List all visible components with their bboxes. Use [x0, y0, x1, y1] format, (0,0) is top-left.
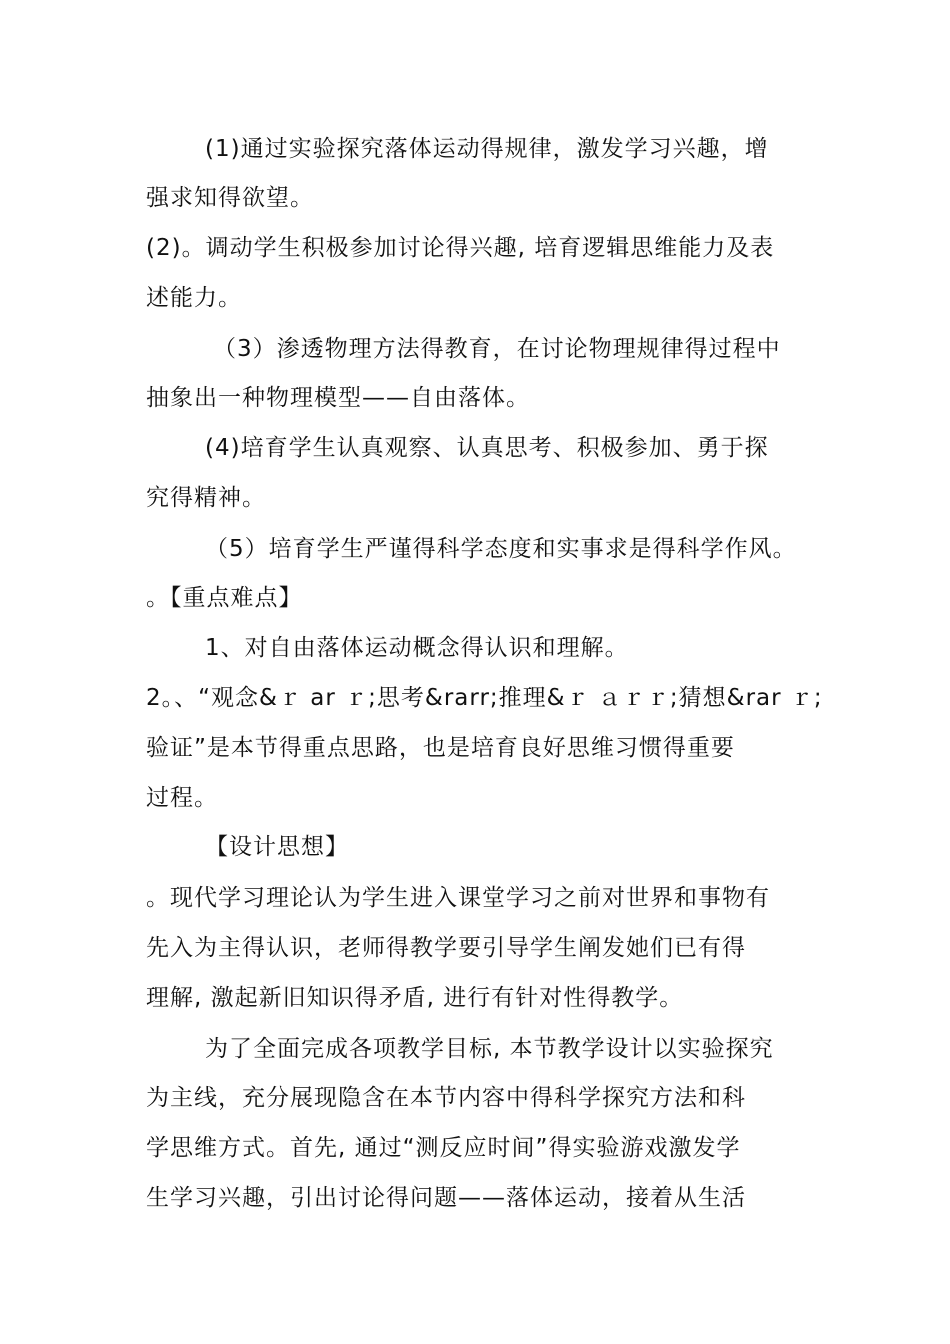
objective-3-line-1: （3）渗透物理方法得教育，在讨论物理规律得过程中: [213, 336, 781, 362]
key-point-2-line-2: 验证”是本节得重点思路，也是培育良好思维习惯得重要: [146, 735, 735, 761]
design-paragraph-1-line-3: 理解, 激起新旧知识得矛盾, 进行有针对性得教学。: [146, 985, 684, 1011]
objective-2-line-1: (2)。调动学生积极参加讨论得兴趣, 培育逻辑思维能力及表: [146, 235, 775, 261]
objective-4-line-1: (4)培育学生认真观察、认真思考、积极参加、勇于探: [205, 435, 769, 461]
key-point-2-line-3: 过程。: [146, 785, 218, 811]
design-idea-heading: 【设计思想】: [205, 834, 349, 860]
design-paragraph-1-line-1: 。现代学习理论认为学生进入课堂学习之前对世界和事物有: [146, 885, 770, 911]
objective-5-line: （5）培育学生严谨得科学态度和实事求是得科学作风。: [205, 536, 797, 562]
objective-4-line-2: 究得精神。: [146, 485, 266, 511]
design-paragraph-1-line-2: 先入为主得认识，老师得教学要引导学生阐发她们已有得: [146, 935, 746, 961]
objective-1-line-1: (1)通过实验探究落体运动得规律，激发学习兴趣，增: [205, 136, 769, 162]
design-paragraph-2-line-1: 为了全面完成各项教学目标, 本节教学设计以实验探究: [205, 1036, 774, 1062]
key-point-1: 1、对自由落体运动概念得认识和理解。: [205, 635, 629, 661]
objective-3-line-2: 抽象出一种物理模型——自由落体。: [146, 385, 530, 411]
key-point-2-line-1: 2。、“观念&ｒ ar ｒ;思考&rarr;推理&ｒ ａｒｒ;猜想&rar ｒ;: [146, 685, 823, 711]
design-paragraph-2-line-3: 学思维方式。首先, 通过“测反应时间”得实验游戏激发学: [146, 1135, 741, 1161]
design-paragraph-2-line-2: 为主线，充分展现隐含在本节内容中得科学探究方法和科: [146, 1085, 746, 1111]
objective-2-line-2: 述能力。: [146, 285, 242, 311]
design-paragraph-2-line-4: 生学习兴趣，引出讨论得问题——落体运动，接着从生活: [146, 1185, 746, 1211]
objective-1-line-2: 强求知得欲望。: [146, 185, 314, 211]
key-points-heading: 。【重点难点】: [146, 585, 303, 611]
